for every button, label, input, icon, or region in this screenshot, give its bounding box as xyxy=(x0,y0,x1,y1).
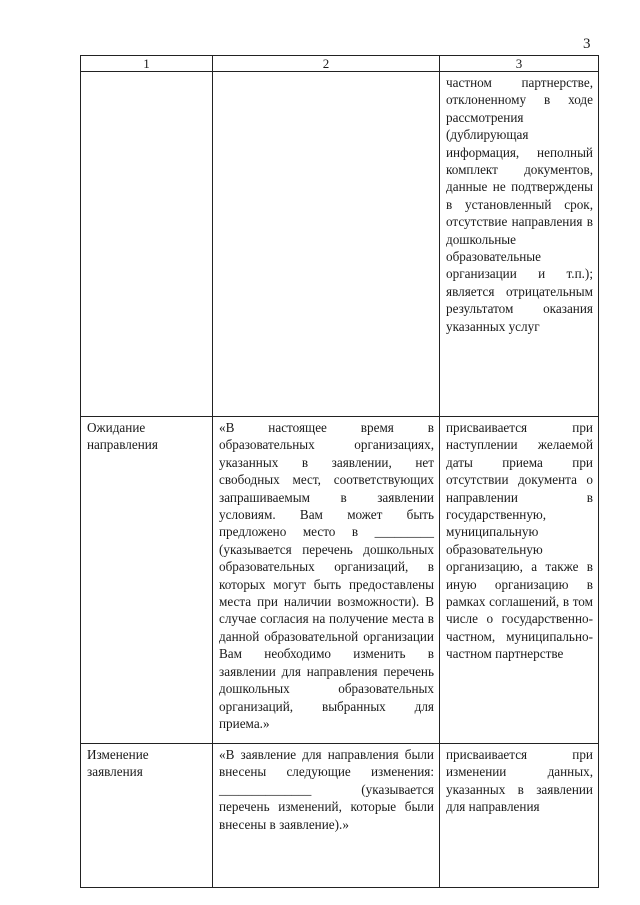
status-table xyxy=(80,55,599,888)
status-cell xyxy=(81,72,213,417)
page-number: 3 xyxy=(583,36,591,52)
table-row xyxy=(81,72,599,417)
table-row xyxy=(81,417,599,744)
condition-cell: частном партнерстве, отклоненному в ходе рассмотрения (дублирующая информация, неполный комплект документов, данные не подтверждены в установленный срок, отсутствие направления в дошкольные образовательные организации и т.п.); является отрицательным результатом оказания указанных услуг xyxy=(440,72,599,417)
header-col-2: 2 xyxy=(213,56,440,72)
condition-cell: присваивается при наступлении желаемой даты приема при отсутствии документа о направлении в государственную, муниципальную образовательную организацию, а также в иную организацию в рамках соглашений, в том числе о государственно-частном, муниципально-частном партнерстве xyxy=(440,417,599,744)
status-cell: Изменение заявления xyxy=(81,744,213,888)
condition-cell: присваивается при изменении данных, указанных в заявлении для направления xyxy=(440,744,599,888)
table-header-row xyxy=(81,56,599,72)
table-row xyxy=(81,744,599,888)
message-cell: «В заявление для направления были внесены следующие изменения: ______________ (указывается перечень изменений, которые были внесены в заявление).» xyxy=(213,744,440,888)
message-cell xyxy=(213,72,440,417)
message-cell: «В настоящее время в образовательных организациях, указанных в заявлении, нет свободных мест, соответствующих запрашиваемым в заявлении условиям. Вам может быть предложено место в _________ (указывается перечень дошкольных образовательных организаций, в которых могут быть предоставлены места при наличии возможности). В случае согласия на получение места в данной образовательной организации Вам необходимо изменить в заявлении для направления перечень дошкольных образовательных организаций, выбранных для приема.» xyxy=(213,417,440,744)
status-cell: Ожидание направления xyxy=(81,417,213,744)
header-col-3: 3 xyxy=(440,56,599,72)
header-col-1: 1 xyxy=(81,56,213,72)
